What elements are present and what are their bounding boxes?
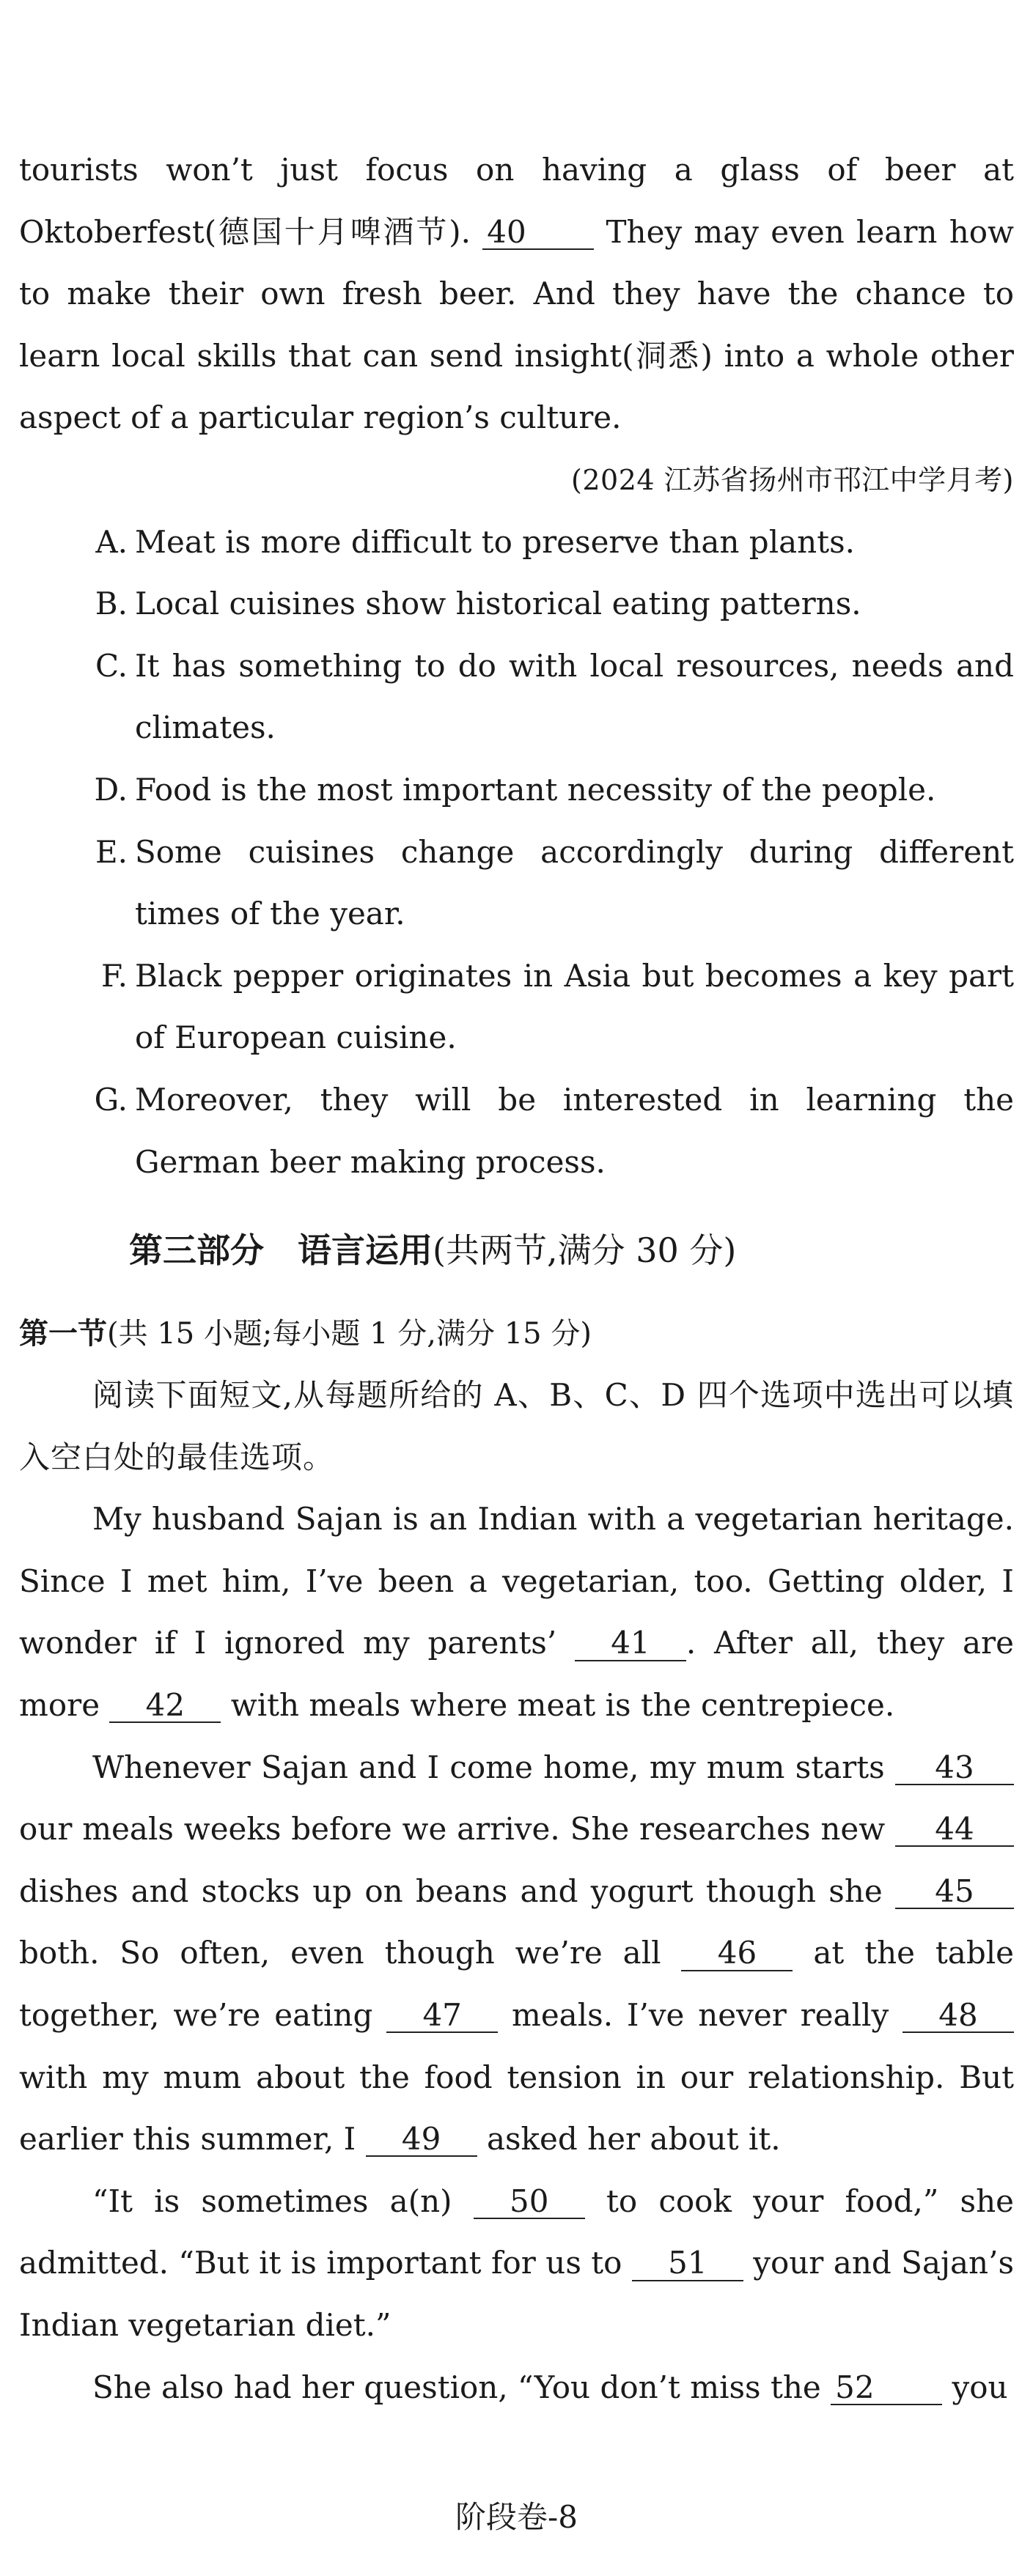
blank-52: 52 <box>831 2372 942 2405</box>
blank-45: 45 <box>895 1875 1014 1909</box>
option-letter: D. <box>94 771 128 808</box>
passage-text: tourists won’t just focus on having a glass of beer at Oktoberfest(德国十月啤酒节). <box>19 152 1014 250</box>
cloze-text: our meals weeks before we arrive. She researches new <box>19 1811 895 1848</box>
cloze-text: “It is sometimes a(n) <box>92 2182 474 2219</box>
option-c <box>19 635 1014 759</box>
cloze-text: . After all, they are more <box>19 1625 1014 1724</box>
option-e <box>19 822 1014 945</box>
blank-49: 49 <box>366 2123 477 2157</box>
page-footer: 阶段卷-8 <box>455 2499 578 2535</box>
blank-41: 41 <box>575 1627 686 1661</box>
option-a <box>19 512 1014 574</box>
cloze-text: with my mum about the food tension in our relationship. But earlier this summer, I <box>19 2059 1014 2158</box>
blank-44: 44 <box>895 1813 1014 1847</box>
section-one-detail: (共 15 小题;每小题 1 分,满分 15 分) <box>107 1317 592 1351</box>
blank-47: 47 <box>386 1999 498 2033</box>
option-text: It has something to do with local resources, needs and climates. <box>135 647 1014 746</box>
blank-40: 40 <box>482 216 594 250</box>
cloze-text: your and Sajan’s Indian vegetarian diet.” <box>19 2245 1014 2343</box>
option-text: Local cuisines show historical eating patterns. <box>135 586 861 622</box>
blank-48: 48 <box>903 1999 1014 2033</box>
part-three-subtitle: (共两节,满分 30 分) <box>433 1230 737 1271</box>
option-text: Food is the most important necessity of the people. <box>135 771 936 808</box>
option-letter: B. <box>95 586 128 622</box>
option-d <box>19 759 1014 822</box>
blank-50: 50 <box>474 2185 585 2219</box>
option-letter: C. <box>95 647 128 684</box>
option-text: Some cuisines change accordingly during different times of the year. <box>135 833 1014 932</box>
option-text: Black pepper originates in Asia but becomes a key part of European cuisine. <box>135 957 1014 1056</box>
section-one-title: 第一节 <box>19 1317 107 1351</box>
part-three-title: 第三部分 语言运用 <box>129 1230 433 1271</box>
option-list <box>19 512 1014 1194</box>
cloze-text: She also had her question, “You don’t miss the <box>92 2369 831 2405</box>
blank-42: 42 <box>109 1689 221 1723</box>
cloze-text: both. So often, even though we’re all <box>19 1935 682 1971</box>
option-text: Moreover, they will be interested in learning the German beer making process. <box>135 1081 1014 1180</box>
section-one-heading <box>19 1303 1014 1365</box>
cloze-text: with meals where meat is the centrepiece. <box>221 1687 895 1724</box>
option-letter: A. <box>95 523 128 560</box>
option-g <box>19 1069 1014 1193</box>
cloze-text: asked her about it. <box>477 2121 781 2158</box>
cloze-text: dishes and stocks up on beans and yogurt though she <box>19 1872 895 1909</box>
option-letter: E. <box>95 833 128 870</box>
blank-46: 46 <box>681 1937 793 1971</box>
section-instructions: 阅读下面短文,从每题所给的 A、B、C、D 四个选项中选出可以填入空白处的最佳选项。 <box>19 1377 1014 1475</box>
cloze-paragraph-1 <box>19 1488 1014 1736</box>
option-text: Meat is more difficult to preserve than plants. <box>135 523 855 560</box>
cloze-text: at the table together, we’re eating <box>19 1935 1014 2034</box>
passage-ending <box>19 139 1014 449</box>
cloze-text: meals. I’ve never really <box>498 1997 903 2034</box>
blank-43: 43 <box>895 1752 1014 1785</box>
passage-text: They may even learn how to make their own fresh beer. And they have the chance to learn local skills that can send insight(洞悉) into a whole other aspect of a particular region’s culture. <box>19 213 1015 436</box>
option-b <box>19 573 1014 635</box>
option-letter: F. <box>101 957 128 994</box>
option-f <box>19 945 1014 1069</box>
cloze-paragraph-3 <box>19 2171 1014 2357</box>
cloze-text: Whenever Sajan and I come home, my mum starts <box>92 1749 895 1785</box>
blank-51: 51 <box>632 2247 743 2281</box>
option-letter: G. <box>94 1081 128 1118</box>
cloze-paragraph-4 <box>19 2357 1014 2419</box>
cloze-text: you <box>942 2369 1008 2405</box>
part-three-heading <box>19 1219 1014 1281</box>
source-citation: (2024 江苏省扬州市邗江中学月考) <box>571 463 1014 496</box>
page-content <box>19 139 1014 2418</box>
cloze-text: My husband Sajan is an Indian with a vegetarian heritage. Since I met him, I’ve been a vegetarian, too. Getting older, I wonder if I ignored my parents’ <box>19 1501 1014 1661</box>
cloze-text: to cook your food,” she admitted. “But it is important for us to <box>19 2182 1014 2281</box>
cloze-paragraph-2 <box>19 1737 1014 2171</box>
